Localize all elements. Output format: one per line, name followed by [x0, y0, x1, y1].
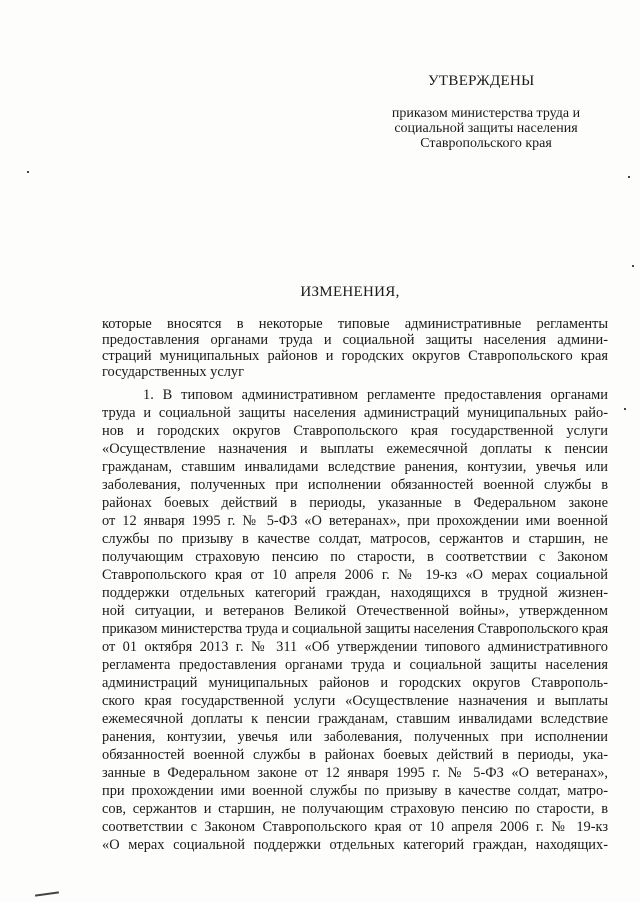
approval-line: Ставропольского края [420, 136, 552, 151]
body-line: службы по призыву в качестве солдат, матросов, сержантов и старшин, не [102, 531, 608, 547]
subtitle-line: которые вносятся в некоторые типовые административные регламенты [102, 316, 608, 332]
approval-title: УТВЕРЖДЕНЫ [428, 73, 535, 89]
scan-dot [27, 171, 29, 173]
subtitle-line: страций муниципальных районов и городских округов Ставропольского края [102, 348, 608, 364]
body-line: от 01 октября 2013 г. № 311 «Об утверждении типового административного [102, 639, 608, 655]
body-line: администраций муниципальных районов и городских округов Ставрополь- [102, 675, 608, 691]
scan-mark [35, 891, 59, 896]
body-line: сов, сержантов и старшин, не получающим страховую пенсию по старости, в [102, 801, 608, 817]
body-line: труда и социальной защиты населения администраций муниципальных райо- [102, 405, 608, 421]
body-line: «О мерах социальной поддержки отдельных категорий граждан, находящих- [102, 837, 608, 853]
body-line: при прохождении ими военной службы по призыву в качестве солдат, матро- [102, 783, 608, 799]
body-line: Ставропольского края от 10 апреля 2006 г. № 19-кз «О мерах социальной [102, 567, 608, 583]
subtitle-line: предоставления органами труда и социальной защиты населения админи- [102, 332, 608, 348]
body-line: ежемесячной доплаты к пенсии гражданам, ставшим инвалидами вследствие [102, 711, 608, 727]
subtitle-line: государственных услуг [102, 364, 244, 380]
body-line: районах боевых действий в периоды, указанные в Федеральном законе [102, 495, 608, 511]
body-line: «Осуществление назначения и выплаты ежемесячной доплаты к пенсии [102, 441, 608, 457]
body-line: регламента предоставления органами труда и социальной защиты населения [102, 657, 608, 673]
body-line: занные в Федеральном законе от 12 января 1995 г. № 5-ФЗ «О ветеранах», [102, 765, 608, 781]
approval-line: приказом министерства труда и [391, 106, 581, 121]
body-line: от 12 января 1995 г. № 5-ФЗ «О ветеранах», при прохождении ими военной [102, 513, 608, 529]
document-title: ИЗМЕНЕНИЯ, [300, 284, 400, 300]
body-line: приказом министерства труда и социальной защиты населения Ставропольского края [102, 621, 608, 637]
body-line: поддержки отдельных категорий граждан, находящихся в трудной жизнен- [102, 585, 608, 601]
body-line: ранения, контузии, увечья или заболевания, полученных при исполнении [102, 729, 608, 745]
body-line: получающим страховую пенсию по старости, в соответствии с Законом [102, 549, 608, 565]
scan-dot [628, 176, 630, 178]
body-line: соответствии с Законом Ставропольского края от 10 апреля 2006 г. № 19-кз [102, 819, 608, 835]
scan-dot [632, 265, 634, 267]
body-line: заболевания, полученных при исполнении обязанностей военной службы в [102, 477, 608, 493]
scan-dot [624, 408, 626, 410]
body-line: обязанностей военной службы в районах боевых действий в периоды, ука- [102, 747, 608, 763]
body-line: ной ситуации, и ветеранов Великой Отечественной войны», утвержденном [102, 603, 608, 619]
approval-line: социальной защиты населения [394, 121, 578, 136]
body-line: гражданам, ставшим инвалидами вследствие ранения, контузии, увечья или [102, 459, 608, 475]
body-line: ского края государственной услуги «Осуществление назначения и выплаты [102, 693, 608, 709]
body-line: нов и городских округов Ставропольского края государственной услуги [102, 423, 608, 439]
body-line: 1. В типовом административном регламенте предоставления органами [143, 387, 608, 403]
